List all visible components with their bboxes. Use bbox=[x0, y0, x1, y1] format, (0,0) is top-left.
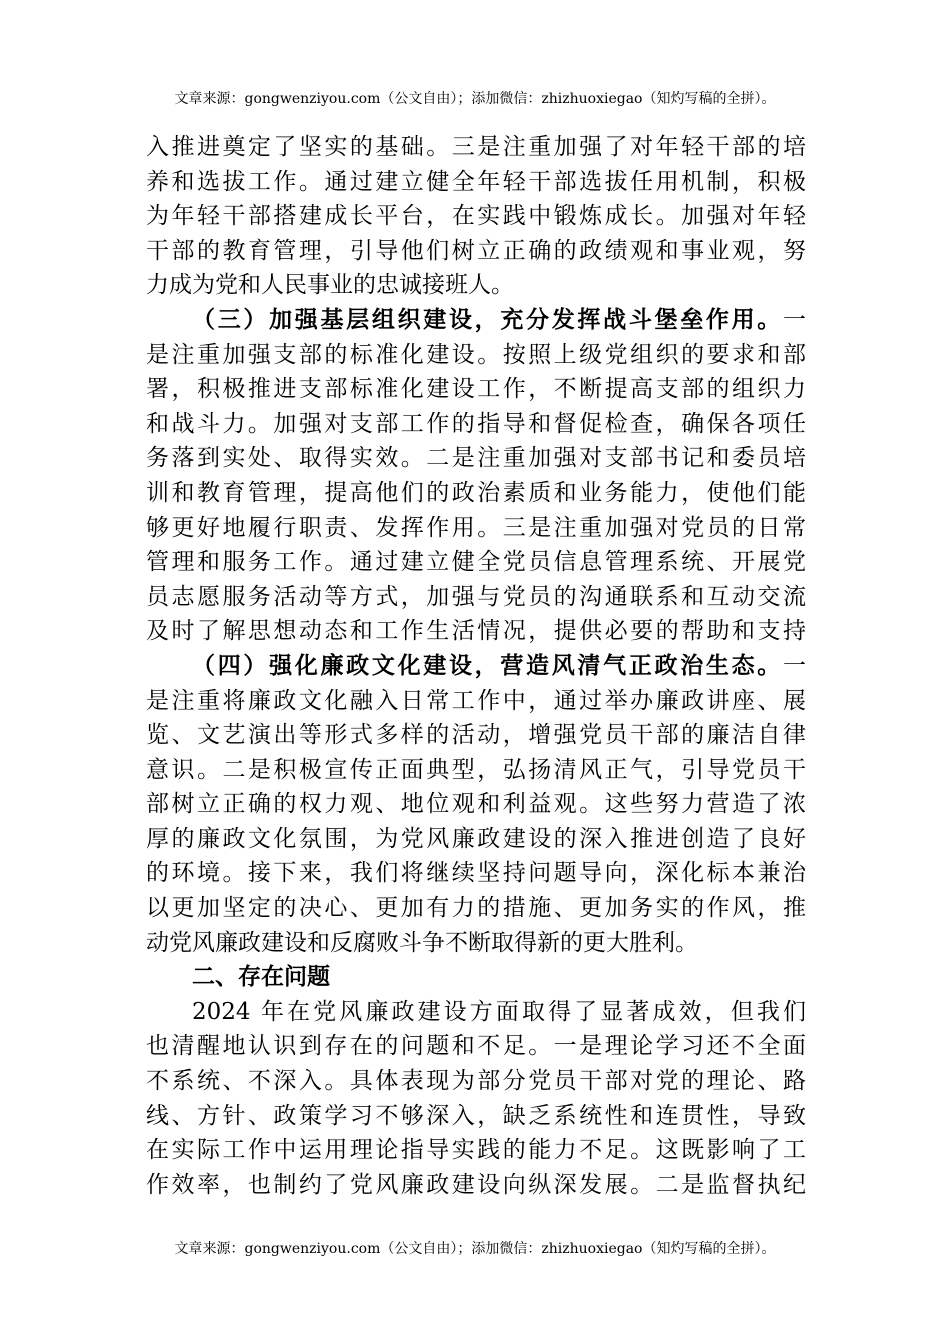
text-line: 以更加坚定的决心、更加有力的措施、更加务实的作风，推 bbox=[146, 895, 806, 922]
text-line: 和战斗力。加强对支部工作的指导和督促检查，确保各项任 bbox=[146, 410, 806, 437]
subsection-heading-three: （三）加强基层组织建设，充分发挥战斗堡垒作用。 bbox=[192, 305, 783, 333]
section-heading-problems: 二、存在问题 bbox=[192, 963, 330, 991]
text-line: 养和选拔工作。通过建立健全年轻干部选拔任用机制，积极 bbox=[146, 168, 806, 195]
text-line: 在实际工作中运用理论指导实践的能力不足。这既影响了工 bbox=[146, 1137, 806, 1164]
page-header-source-note: 文章来源：gongwenziyou.com（公文自由）；添加微信：zhizhuoxiegao（知灼写稿的全拼）。 bbox=[174, 91, 776, 107]
paragraph-lead-line bbox=[146, 303, 806, 338]
text-line: 力成为党和人民事业的忠诚接班人。 bbox=[146, 272, 514, 299]
text-line: 不系统、不深入。具体表现为部分党员干部对党的理论、路 bbox=[146, 1068, 806, 1095]
text-line: 干部的教育管理，引导他们树立正确的政绩观和事业观，努 bbox=[146, 237, 806, 264]
text-line: 是注重加强支部的标准化建设。按照上级党组织的要求和部 bbox=[146, 341, 806, 368]
text-line: 是注重将廉政文化融入日常工作中，通过举办廉政讲座、展 bbox=[146, 687, 806, 714]
text-line: 员志愿服务活动等方式，加强与党员的沟通联系和互动交流 bbox=[146, 583, 806, 610]
text-line: 览、文艺演出等形式多样的活动，增强党员干部的廉洁自律 bbox=[146, 722, 806, 749]
text-line: 部树立正确的权力观、地位观和利益观。这些努力营造了浓 bbox=[146, 791, 806, 818]
subsection-heading-four: （四）强化廉政文化建设，营造风清气正政治生态。 bbox=[192, 651, 783, 679]
text-line: 管理和服务工作。通过建立健全党员信息管理系统、开展党 bbox=[146, 549, 806, 576]
text-line: 意识。二是积极宣传正面典型，弘扬清风正气，引导党员干 bbox=[146, 756, 806, 783]
text-line: 也清醒地认识到存在的问题和不足。一是理论学习还不全面 bbox=[146, 1033, 806, 1060]
text-line: 为年轻干部搭建成长平台，在实践中锻炼成长。加强对年轻 bbox=[146, 203, 806, 230]
text-line: 的环境。接下来，我们将继续坚持问题导向，深化标本兼治 bbox=[146, 860, 806, 887]
text-line: 及时了解思想动态和工作生活情况，提供必要的帮助和支持 bbox=[146, 618, 806, 645]
text-line: 署，积极推进支部标准化建设工作，不断提高支部的组织力 bbox=[146, 376, 806, 403]
document-body bbox=[146, 130, 806, 1202]
text-line: 入推进奠定了坚实的基础。三是注重加强了对年轻干部的培 bbox=[146, 134, 806, 160]
text-line: 务落到实处、取得实效。二是注重加强对支部书记和委员培 bbox=[146, 445, 806, 472]
text-line: 厚的廉政文化氛围，为党风廉政建设的深入推进创造了良好 bbox=[146, 825, 806, 852]
page-footer-source-note: 文章来源：gongwenziyou.com（公文自由）；添加微信：zhizhuoxiegao（知灼写稿的全拼）。 bbox=[174, 1241, 776, 1257]
text-line: 线、方针、政策学习不够深入，缺乏系统性和连贯性，导致 bbox=[146, 1102, 806, 1129]
text-run: 一 bbox=[783, 306, 806, 333]
paragraph-lead-line bbox=[146, 649, 806, 684]
text-line: 训和教育管理，提高他们的政治素质和业务能力，使他们能 bbox=[146, 479, 806, 506]
text-run: 一 bbox=[783, 652, 806, 679]
text-line: 够更好地履行职责、发挥作用。三是注重加强对党员的日常 bbox=[146, 514, 806, 541]
text-line: 作效率，也制约了党风廉政建设向纵深发展。二是监督执纪 bbox=[146, 1171, 806, 1198]
paragraph-lead-line: 2024 年在党风廉政建设方面取得了显著成效，但我们 bbox=[192, 998, 806, 1025]
text-line: 动党风廉政建设和反腐败斗争不断取得新的更大胜利。 bbox=[146, 929, 698, 956]
